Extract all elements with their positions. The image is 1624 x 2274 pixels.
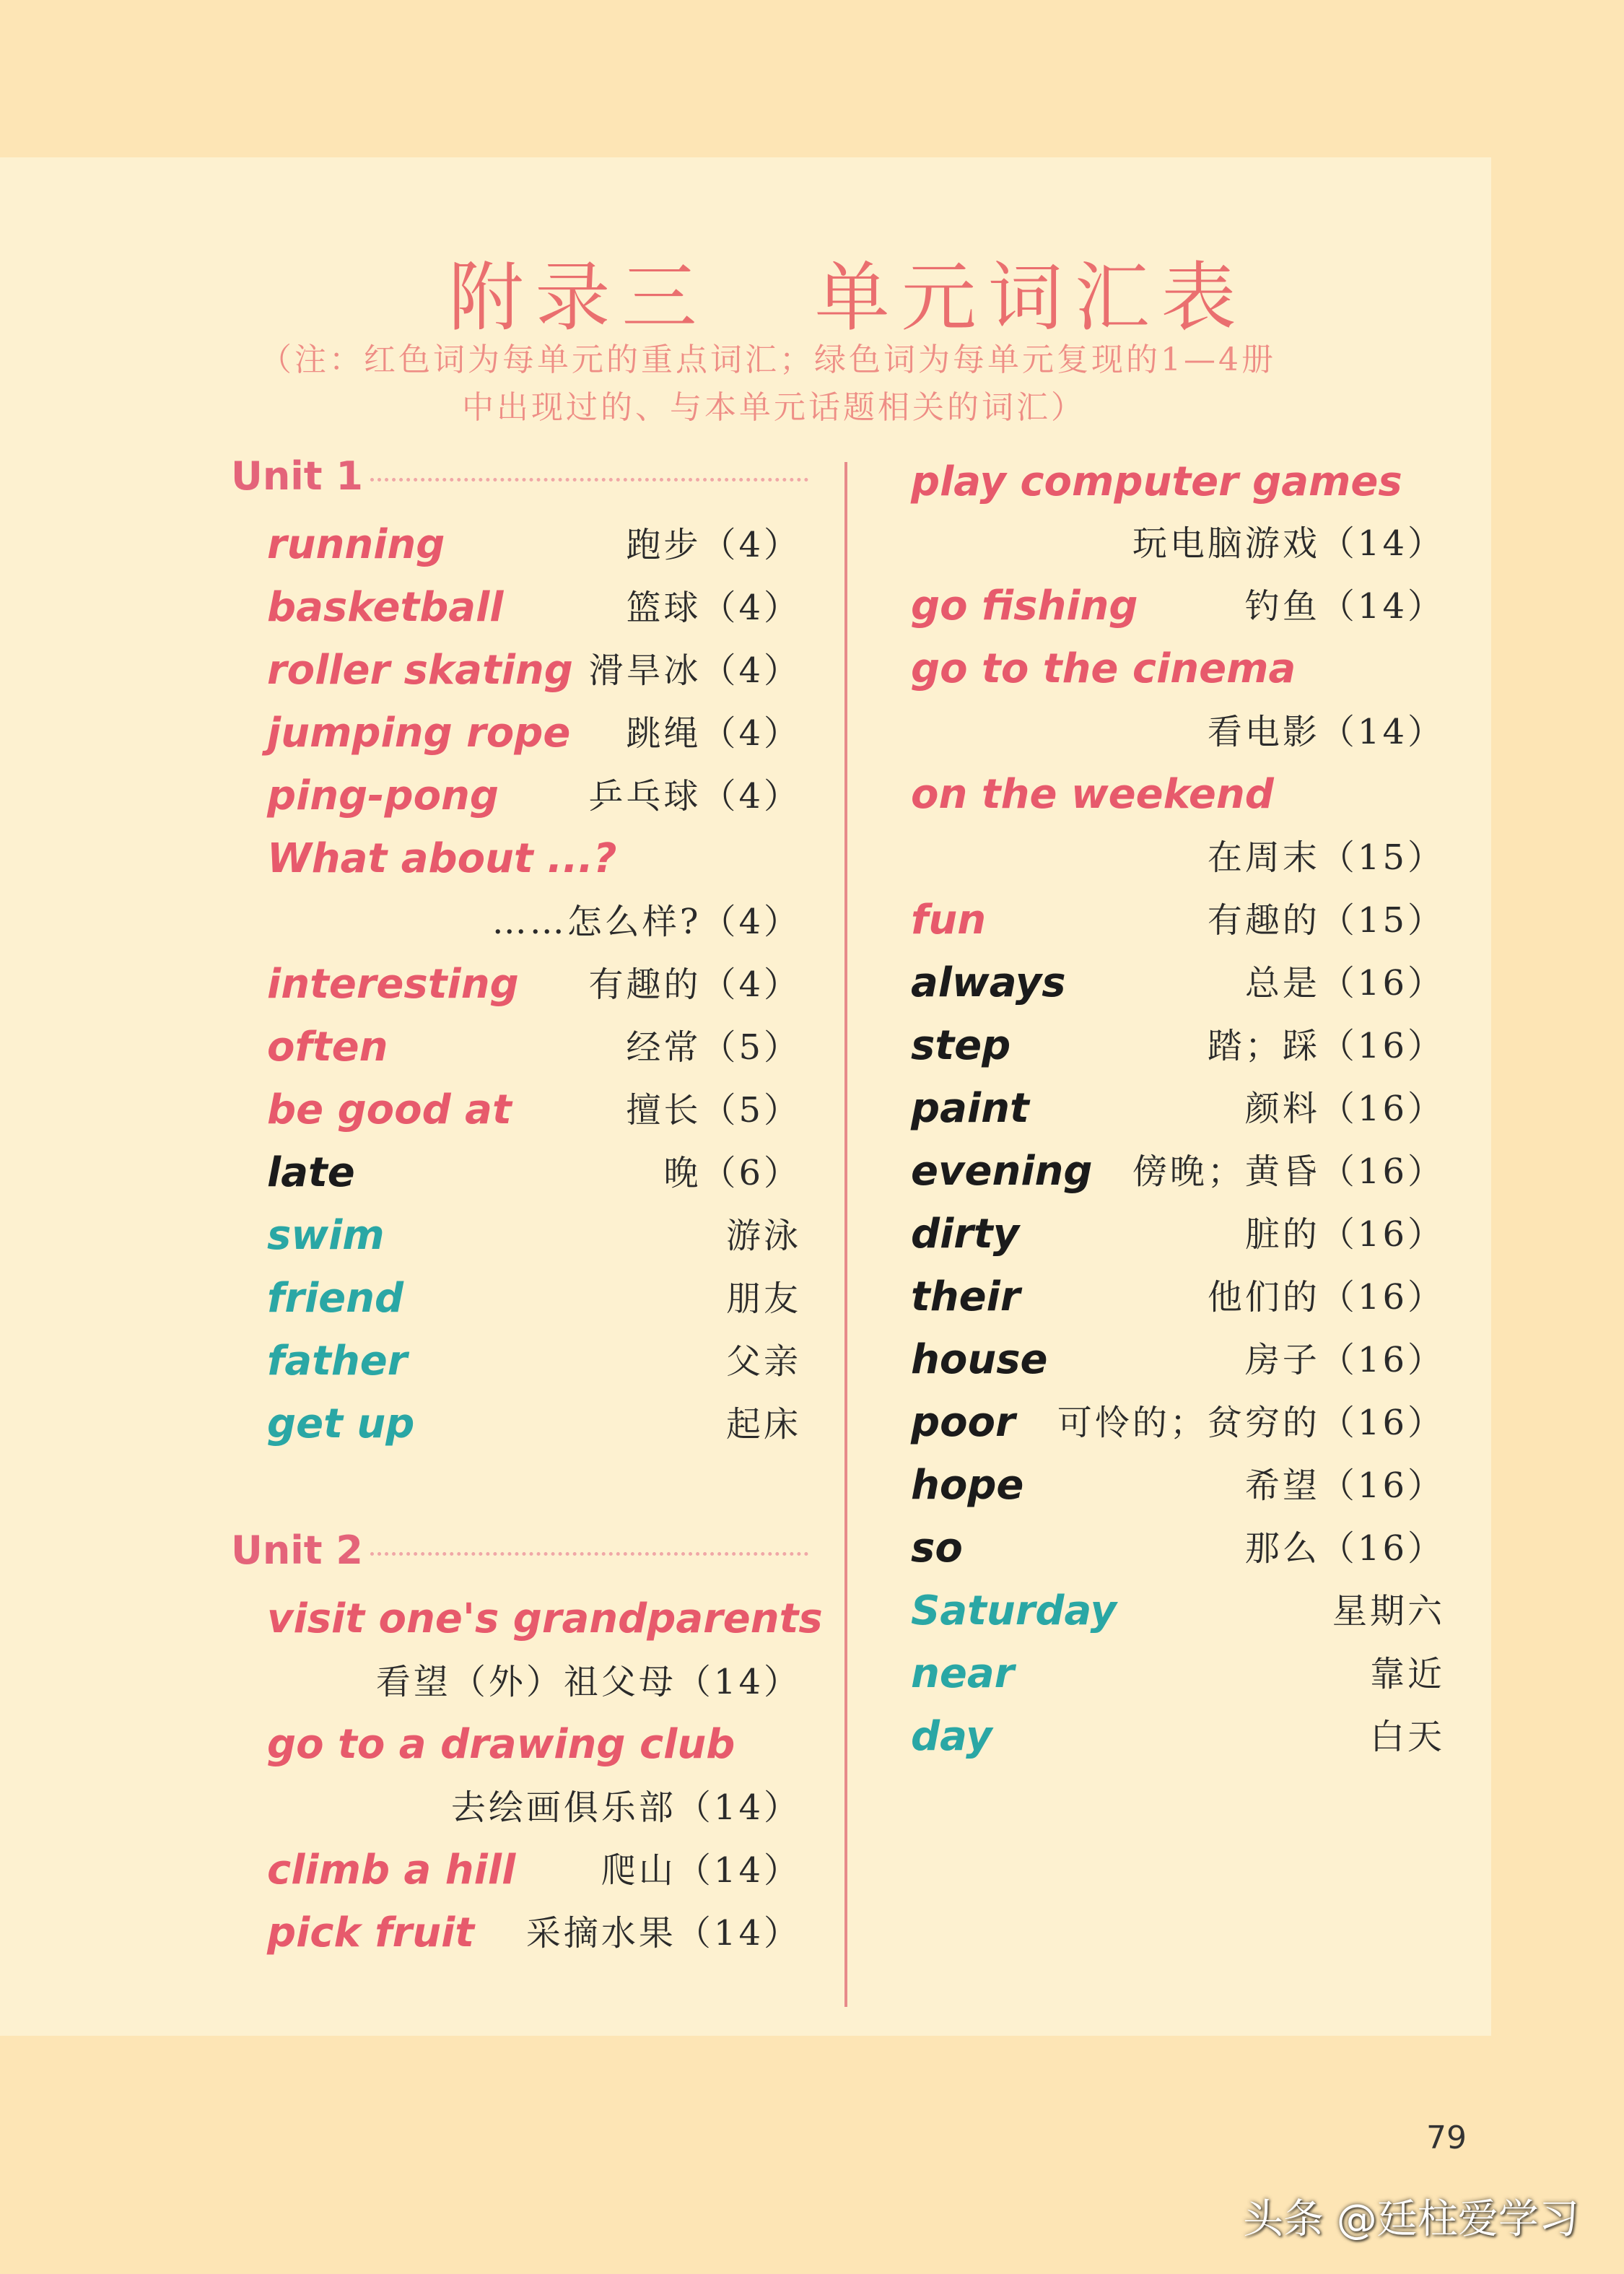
word-en: near [911, 1650, 1015, 1697]
word-en: running [267, 521, 445, 568]
word-en: visit one's grandparents [267, 1595, 823, 1642]
vocab-entry [911, 1645, 1445, 1703]
word-en: paint [911, 1085, 1029, 1132]
word-en: fun [911, 897, 987, 944]
word-en: get up [267, 1400, 415, 1447]
word-cn: 颜料（16） [1244, 1089, 1445, 1129]
word-cn: 看望（外）祖父母（14） [375, 1662, 801, 1702]
vocab-entry [911, 578, 1445, 635]
word-cn: 傍晚；黄昏（16） [1132, 1151, 1445, 1192]
vocab-entry [267, 830, 801, 888]
vocab-entry [267, 516, 801, 574]
word-en: poor [911, 1399, 1016, 1446]
unit-1-heading [231, 453, 808, 499]
word-cn: 房子（16） [1244, 1340, 1445, 1380]
word-en: always [911, 959, 1066, 1006]
word-cn: 在周末（15） [1207, 837, 1445, 878]
word-en: go to the cinema [911, 645, 1296, 692]
vocab-entry [267, 705, 801, 762]
vocab-entry [911, 766, 1445, 824]
vocab-entry [267, 1395, 801, 1453]
word-cn: 起床 [725, 1404, 801, 1445]
vocab-entry [911, 1080, 1445, 1138]
vocab-entry [911, 892, 1445, 949]
word-cn: 经常（5） [626, 1027, 801, 1068]
word-cn: 滑旱冰（4） [588, 650, 801, 691]
word-cn: 希望（16） [1244, 1465, 1445, 1506]
page-number: 79 [1426, 2120, 1467, 2156]
word-en: climb a hill [267, 1847, 516, 1894]
word-cn: 跑步（4） [626, 525, 801, 565]
word-cn: 靠近 [1369, 1654, 1445, 1694]
word-en: step [911, 1022, 1011, 1069]
vocab-entry [267, 1590, 823, 1648]
word-en: on the weekend [911, 771, 1274, 818]
vocab-entry [267, 1716, 801, 1774]
word-cn: 星期六 [1332, 1591, 1445, 1632]
vocab-entry-continuation [911, 515, 1445, 572]
word-cn: 白天 [1369, 1717, 1445, 1757]
word-cn: ……怎么样?（4） [492, 902, 801, 942]
vocab-entry-continuation [911, 703, 1445, 761]
word-cn: 擅长（5） [626, 1090, 801, 1131]
vocab-entry [267, 1842, 801, 1899]
note-line-2: 中出现过的、与本单元话题相关的词汇） [462, 389, 1086, 426]
word-cn: 乒乓球（4） [588, 776, 801, 816]
unit-2-label: Unit 2 [231, 1528, 363, 1573]
word-en: ping-pong [267, 772, 499, 819]
word-en: pick fruit [267, 1909, 475, 1956]
word-cn: 有趣的（15） [1207, 900, 1445, 941]
word-en: jumping rope [267, 710, 571, 757]
word-en: house [911, 1336, 1048, 1383]
vocab-entry [911, 1206, 1445, 1263]
vocab-entry [267, 956, 801, 1014]
vocab-entry [267, 579, 801, 637]
word-cn: 晚（6） [663, 1153, 801, 1193]
vocab-entry [267, 767, 801, 825]
word-cn: 游泳 [725, 1216, 801, 1256]
word-en: go fishing [911, 583, 1138, 630]
word-cn: 钓鱼（14） [1244, 586, 1445, 627]
vocab-entry [267, 642, 801, 700]
vocab-entry [911, 1143, 1445, 1201]
word-en: their [911, 1273, 1021, 1320]
vocab-entry [911, 1520, 1445, 1577]
word-en: friend [267, 1275, 404, 1322]
vocab-entry [267, 1207, 801, 1265]
vocab-entry [911, 1708, 1445, 1766]
note-line-1: （注：红色词为每单元的重点词汇；绿色词为每单元复现的1—4册 [260, 341, 1276, 378]
word-en: roller skating [267, 647, 573, 694]
vocab-entry [267, 1270, 801, 1328]
watermark-text: 头条 @廷柱爱学习 [1243, 2196, 1579, 2243]
word-cn: 可怜的；贫穷的（16） [1057, 1403, 1445, 1443]
word-en: often [267, 1024, 388, 1071]
vocab-entry-continuation [267, 1653, 801, 1711]
vocab-entry [911, 1457, 1445, 1515]
word-en: hope [911, 1462, 1024, 1509]
vocab-entry [911, 1394, 1445, 1452]
word-en: play computer games [911, 458, 1402, 505]
vocab-entry [267, 1333, 801, 1390]
word-en: basketball [267, 584, 504, 631]
vocab-entry-continuation [267, 893, 801, 951]
unit-1-label: Unit 1 [231, 453, 363, 499]
vocab-entry [911, 1017, 1445, 1075]
vocab-entry [911, 453, 1445, 511]
vocab-entry [911, 1331, 1445, 1389]
vocab-entry [267, 1904, 801, 1962]
word-en: dirty [911, 1211, 1020, 1258]
page-title: 附录三 单元词汇表 [448, 253, 1248, 341]
vocab-entry [911, 640, 1445, 698]
word-en: go to a drawing club [267, 1721, 735, 1768]
unit-2-heading [231, 1528, 808, 1573]
word-cn: 跳绳（4） [626, 713, 801, 754]
word-cn: 脏的（16） [1244, 1214, 1445, 1255]
word-en: What about ...? [267, 835, 617, 882]
word-cn: 朋友 [725, 1278, 801, 1319]
word-en: swim [267, 1212, 385, 1259]
word-cn: 爬山（14） [601, 1850, 801, 1891]
word-cn: 父亲 [725, 1341, 801, 1382]
vocab-entry-continuation [267, 1779, 801, 1837]
word-en: Saturday [911, 1587, 1117, 1634]
unit-1-dotted-rule [370, 478, 808, 482]
word-cn: 篮球（4） [626, 588, 801, 628]
word-cn: 采摘水果（14） [525, 1913, 801, 1953]
word-en: evening [911, 1148, 1093, 1195]
vocab-entry [911, 1582, 1445, 1640]
word-cn: 去绘画俱乐部（14） [450, 1787, 801, 1828]
vocab-entry [911, 1268, 1445, 1326]
vocab-entry-continuation [911, 829, 1445, 886]
word-cn: 看电影（14） [1207, 712, 1445, 752]
word-en: day [911, 1713, 992, 1760]
unit-2-dotted-rule [370, 1552, 808, 1556]
word-cn: 玩电脑游戏（14） [1132, 523, 1445, 564]
vocab-entry [267, 1019, 801, 1076]
word-cn: 总是（16） [1244, 963, 1445, 1003]
word-en: so [911, 1525, 963, 1572]
word-en: father [267, 1338, 408, 1385]
column-divider [844, 462, 847, 2007]
vocab-entry [267, 1144, 801, 1202]
word-en: interesting [267, 961, 519, 1008]
word-cn: 有趣的（4） [588, 964, 801, 1005]
word-en: be good at [267, 1086, 512, 1133]
word-en: late [267, 1149, 355, 1196]
word-cn: 他们的（16） [1207, 1277, 1445, 1317]
vocab-entry [911, 954, 1445, 1012]
vocab-entry [267, 1081, 801, 1139]
word-cn: 那么（16） [1244, 1528, 1445, 1569]
word-cn: 踏；踩（16） [1207, 1026, 1445, 1066]
